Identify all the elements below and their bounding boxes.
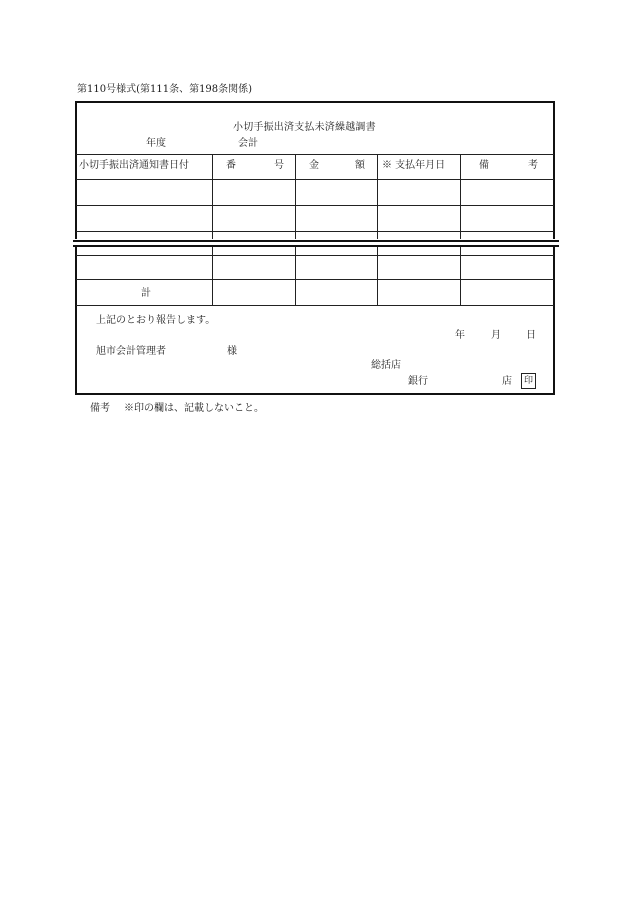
- row-line: [76, 255, 554, 256]
- honorific: 様: [227, 346, 237, 357]
- branch-label: 総括店: [371, 360, 401, 371]
- header-top-line: [76, 154, 554, 155]
- col-line: [212, 154, 213, 305]
- col-header-number-1: 番: [226, 160, 236, 171]
- row-line: [76, 205, 554, 206]
- account-label: 会計: [238, 138, 258, 149]
- col-header-amount-1: 金: [309, 160, 319, 171]
- remarks-label: 備考: [90, 403, 110, 414]
- total-label: 計: [141, 288, 151, 299]
- remarks-text: ※印の欄は、記載しないこと。: [124, 403, 264, 414]
- col-header-amount-2: 額: [355, 160, 365, 171]
- form-title: 小切手振出済支払未済繰越調書: [233, 122, 376, 133]
- col-line: [377, 154, 378, 305]
- break-line-lower: [73, 245, 559, 247]
- date-day: 日: [526, 330, 536, 341]
- addressee: 旭市会計管理者: [96, 346, 166, 357]
- col-header-number-2: 号: [274, 160, 284, 171]
- col-header-payment-date: ※ 支払年月日: [382, 160, 446, 171]
- col-header-remarks-1: 備: [479, 160, 489, 171]
- date-year: 年: [455, 330, 465, 341]
- col-header-notice-date: 小切手振出済通知書日付: [79, 160, 189, 171]
- bank-label: 銀行: [408, 376, 428, 387]
- header-bottom-line: [76, 179, 554, 180]
- break-line-upper: [73, 240, 559, 242]
- fiscal-year-label: 年度: [146, 138, 166, 149]
- col-line: [295, 154, 296, 305]
- row-line: [76, 231, 554, 232]
- store-label: 店: [502, 376, 512, 387]
- date-month: 月: [491, 330, 501, 341]
- total-bottom-line: [76, 305, 554, 306]
- seal-icon: 印: [521, 373, 536, 389]
- col-header-remarks-2: 考: [528, 160, 538, 171]
- form-code: 第110号様式(第111条、第198条関係): [77, 84, 253, 95]
- row-line: [76, 279, 554, 280]
- report-statement: 上記のとおり報告します。: [96, 315, 216, 326]
- col-line: [460, 154, 461, 305]
